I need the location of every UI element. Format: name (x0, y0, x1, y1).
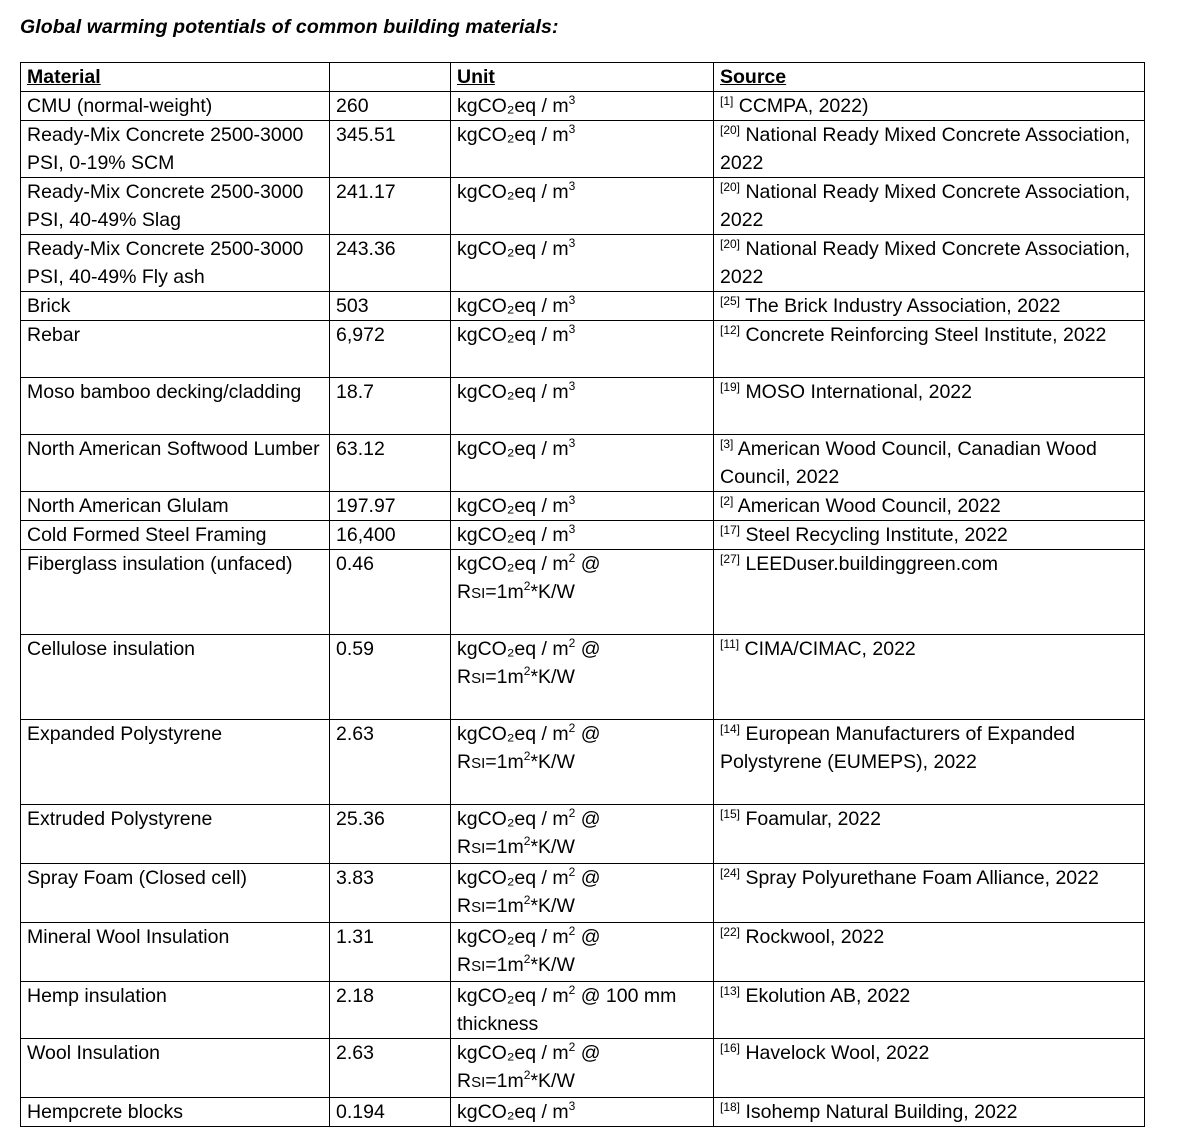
cell-unit: kgCO₂eq / $m^3$ (451, 121, 714, 178)
table-body (21, 92, 1145, 1127)
table-row (21, 178, 1145, 235)
source-text: American Wood Council, 2022 (737, 495, 1001, 517)
cell-value: 6,972 (330, 321, 451, 378)
cell-value: 1.31 (330, 923, 451, 982)
reference-number: [1] (720, 94, 734, 108)
cell-unit: kgCO₂eq / $m^3$ (451, 235, 714, 292)
cell-source (714, 378, 1145, 435)
cell-source (714, 720, 1145, 805)
cell-value: 243.36 (330, 235, 451, 292)
cell-source (714, 121, 1145, 178)
reference-number: [12] (720, 323, 741, 337)
cell-unit: kgCO₂eq / $m^2$ @ $RSI=1m^2*K/W$ (451, 635, 714, 720)
cell-source (714, 1098, 1145, 1127)
cell-material: Cellulose insulation (21, 635, 330, 720)
reference-number: [17] (720, 523, 741, 537)
cell-source (714, 864, 1145, 923)
source-text: European Manufacturers of Expanded Polystyrene (EUMEPS), 2022 (720, 723, 1075, 773)
cell-unit: kgCO₂eq / $m^3$ (451, 378, 714, 435)
gwp-table (20, 62, 1145, 1127)
table-row (21, 982, 1145, 1039)
reference-number: [20] (720, 237, 741, 251)
source-text: CIMA/CIMAC, 2022 (744, 638, 916, 660)
reference-number: [27] (720, 552, 741, 566)
cell-material: North American Glulam (21, 492, 330, 521)
cell-unit: kgCO₂eq / $m^2$ @ $RSI=1m^2*K/W$ (451, 864, 714, 923)
cell-value: 0.46 (330, 550, 451, 635)
source-text: Foamular, 2022 (745, 808, 881, 830)
cell-value: 0.59 (330, 635, 451, 720)
source-text: Concrete Reinforcing Steel Institute, 2022 (745, 324, 1107, 346)
cell-value: 503 (330, 292, 451, 321)
source-text: CCMPA, 2022) (738, 95, 869, 117)
reference-number: [14] (720, 722, 741, 736)
cell-value: 2.18 (330, 982, 451, 1039)
cell-unit: kgCO₂eq / $m^2$ @ $RSI=1m^2*K/W$ (451, 720, 714, 805)
reference-number: [25] (720, 294, 741, 308)
source-text: National Ready Mixed Concrete Association, 2022 (720, 181, 1131, 231)
cell-source (714, 435, 1145, 492)
source-text: American Wood Council, Canadian Wood Council, 2022 (720, 438, 1097, 488)
cell-source (714, 923, 1145, 982)
source-text: Spray Polyurethane Foam Alliance, 2022 (745, 867, 1099, 889)
cell-value: 3.83 (330, 864, 451, 923)
cell-source (714, 235, 1145, 292)
cell-material: Hempcrete blocks (21, 1098, 330, 1127)
cell-unit: kgCO₂eq / $m^3$ (451, 1098, 714, 1127)
cell-material: Spray Foam (Closed cell) (21, 864, 330, 923)
cell-value: 0.194 (330, 1098, 451, 1127)
cell-unit: kgCO₂eq / $m^3$ (451, 321, 714, 378)
cell-source (714, 982, 1145, 1039)
cell-material: Wool Insulation (21, 1039, 330, 1098)
table-row (21, 378, 1145, 435)
cell-value: 2.63 (330, 1039, 451, 1098)
cell-source (714, 92, 1145, 121)
cell-material: Moso bamboo decking/cladding (21, 378, 330, 435)
reference-number: [2] (720, 494, 734, 508)
table-row (21, 805, 1145, 864)
source-text: Steel Recycling Institute, 2022 (745, 524, 1008, 546)
cell-material: Hemp insulation (21, 982, 330, 1039)
cell-source (714, 521, 1145, 550)
reference-number: [24] (720, 866, 741, 880)
reference-number: [20] (720, 123, 741, 137)
source-text: The Brick Industry Association, 2022 (745, 295, 1061, 317)
cell-value: 241.17 (330, 178, 451, 235)
table-row (21, 435, 1145, 492)
cell-unit: kgCO₂eq / $m^3$ (451, 92, 714, 121)
cell-material: Ready-Mix Concrete 2500-3000 PSI, 40-49% Slag (21, 178, 330, 235)
table-row (21, 1039, 1145, 1098)
cell-unit: kgCO₂eq / $m^2$ @ $RSI=1m^2*K/W$ (451, 1039, 714, 1098)
cell-unit: kgCO₂eq / $m^3$ (451, 178, 714, 235)
cell-source (714, 178, 1145, 235)
cell-value: 25.36 (330, 805, 451, 864)
source-text: National Ready Mixed Concrete Association, 2022 (720, 124, 1131, 174)
reference-number: [22] (720, 925, 741, 939)
cell-unit: kgCO₂eq / $m^3$ (451, 492, 714, 521)
table-row (21, 292, 1145, 321)
table-row (21, 720, 1145, 805)
cell-value: 2.63 (330, 720, 451, 805)
reference-number: [3] (720, 437, 734, 451)
reference-number: [20] (720, 180, 741, 194)
cell-source (714, 292, 1145, 321)
reference-number: [11] (720, 637, 740, 651)
cell-source (714, 492, 1145, 521)
table-row (21, 492, 1145, 521)
cell-source (714, 635, 1145, 720)
cell-material: North American Softwood Lumber (21, 435, 330, 492)
header-value (330, 63, 451, 92)
cell-unit: kgCO₂eq / $m^2$ @ $RSI=1m^2*K/W$ (451, 550, 714, 635)
cell-material: Ready-Mix Concrete 2500-3000 PSI, 40-49% Fly ash (21, 235, 330, 292)
cell-material: Cold Formed Steel Framing (21, 521, 330, 550)
cell-value: 260 (330, 92, 451, 121)
table-row (21, 635, 1145, 720)
source-text: Rockwool, 2022 (745, 926, 885, 948)
reference-number: [13] (720, 984, 741, 998)
table-row (21, 923, 1145, 982)
cell-value: 63.12 (330, 435, 451, 492)
cell-material: Expanded Polystyrene (21, 720, 330, 805)
cell-material: Mineral Wool Insulation (21, 923, 330, 982)
source-text: Ekolution AB, 2022 (745, 985, 911, 1007)
cell-source (714, 321, 1145, 378)
cell-unit: kgCO₂eq / $m^3$ (451, 292, 714, 321)
cell-value: 345.51 (330, 121, 451, 178)
source-text: Havelock Wool, 2022 (745, 1042, 930, 1064)
cell-source (714, 550, 1145, 635)
table-row (21, 1098, 1145, 1127)
reference-number: [19] (720, 380, 741, 394)
source-text: LEEDuser.buildinggreen.com (745, 553, 999, 575)
cell-material: CMU (normal-weight) (21, 92, 330, 121)
table-row (21, 521, 1145, 550)
reference-number: [16] (720, 1041, 741, 1055)
source-text: National Ready Mixed Concrete Association, 2022 (720, 238, 1131, 288)
table-row (21, 121, 1145, 178)
cell-material: Ready-Mix Concrete 2500-3000 PSI, 0-19% SCM (21, 121, 330, 178)
cell-material: Fiberglass insulation (unfaced) (21, 550, 330, 635)
cell-unit: kgCO₂eq / $m^2$ @ $RSI=1m^2*K/W$ (451, 923, 714, 982)
header-material: Material (21, 63, 330, 92)
header-unit: Unit (451, 63, 714, 92)
reference-number: [18] (720, 1100, 741, 1114)
table-header-row (21, 63, 1145, 92)
cell-source (714, 1039, 1145, 1098)
reference-number: [15] (720, 807, 741, 821)
cell-material: Rebar (21, 321, 330, 378)
cell-unit: kgCO₂eq / $m^2$ @ 100 mm thickness (451, 982, 714, 1039)
table-row (21, 321, 1145, 378)
cell-material: Extruded Polystyrene (21, 805, 330, 864)
table-row (21, 864, 1145, 923)
table-row (21, 235, 1145, 292)
table-row (21, 92, 1145, 121)
table-row (21, 550, 1145, 635)
cell-unit: kgCO₂eq / $m^2$ @ $RSI=1m^2*K/W$ (451, 805, 714, 864)
cell-value: 16,400 (330, 521, 451, 550)
cell-value: 197.97 (330, 492, 451, 521)
cell-source (714, 805, 1145, 864)
cell-value: 18.7 (330, 378, 451, 435)
cell-unit: kgCO₂eq / $m^3$ (451, 521, 714, 550)
source-text: MOSO International, 2022 (745, 381, 972, 403)
cell-material: Brick (21, 292, 330, 321)
source-text: Isohemp Natural Building, 2022 (745, 1101, 1018, 1123)
cell-unit: kgCO₂eq / $m^3$ (451, 435, 714, 492)
document-title: Global warming potentials of common building materials: (20, 16, 559, 38)
header-source: Source (714, 63, 1145, 92)
